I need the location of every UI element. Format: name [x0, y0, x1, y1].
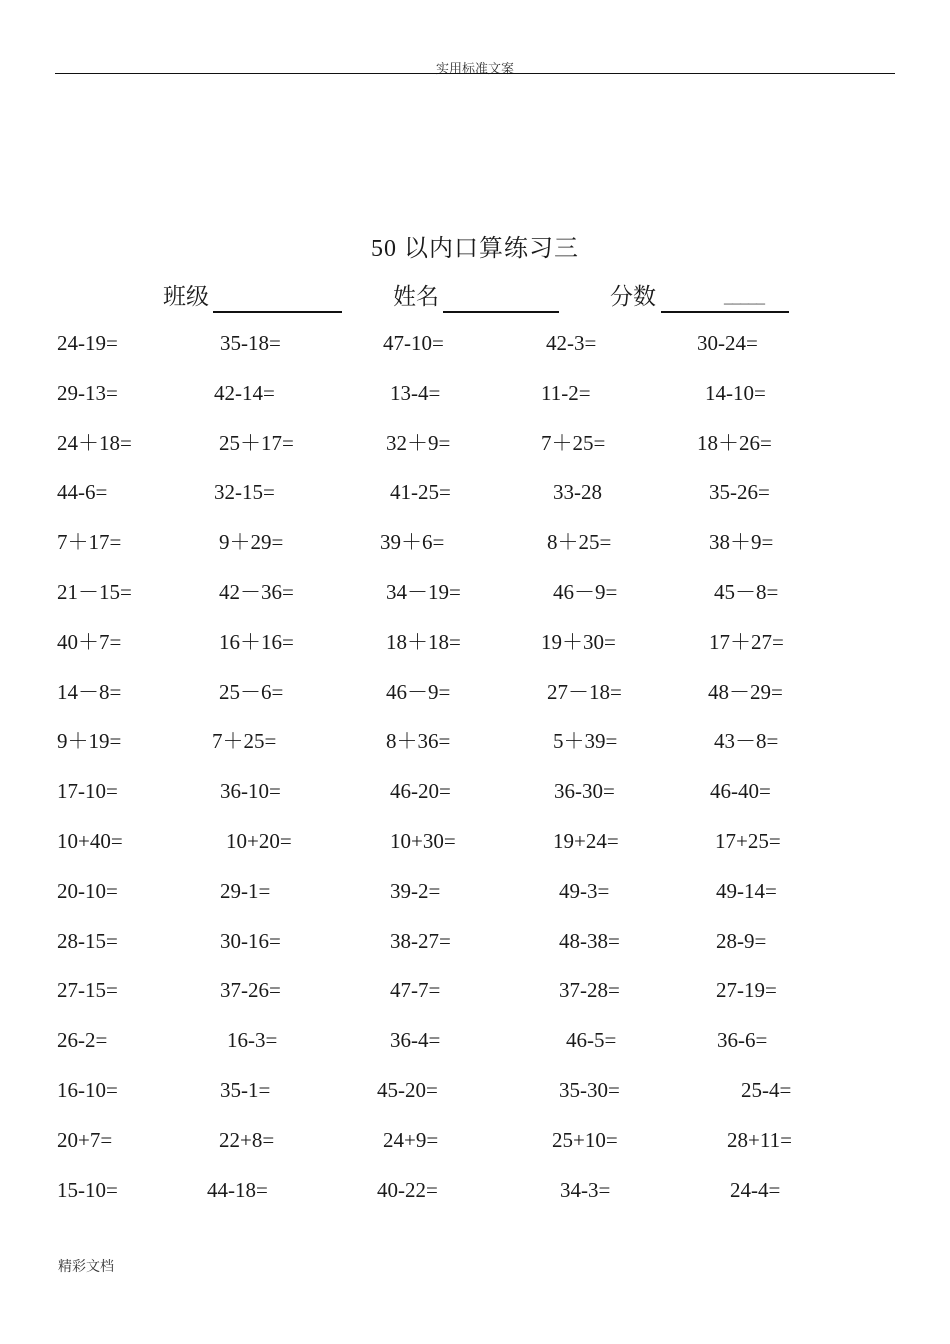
problem-r5-c3: 39＋6=: [380, 530, 445, 554]
problem-r18-c1: 15-10=: [57, 1178, 118, 1202]
problem-r5-c4: 8＋25=: [547, 530, 612, 554]
problem-r13-c2: 30-16=: [220, 929, 281, 953]
problem-r6-c1: 21－15=: [57, 580, 132, 604]
problem-r2-c4: 11-2=: [541, 381, 591, 405]
problem-r15-c1: 26-2=: [57, 1028, 108, 1052]
problem-r14-c5: 27-19=: [716, 978, 777, 1002]
problem-r6-c3: 34－19=: [386, 580, 461, 604]
problem-r5-c5: 38＋9=: [709, 530, 774, 554]
problem-r14-c4: 37-28=: [559, 978, 620, 1002]
problem-r12-c2: 29-1=: [220, 879, 271, 903]
problem-r11-c3: 10+30=: [390, 829, 456, 853]
page-footer-text: 精彩文档: [58, 1260, 114, 1275]
problem-r16-c1: 16-10=: [57, 1078, 118, 1102]
name-blank[interactable]: [443, 311, 559, 313]
problem-r12-c5: 49-14=: [716, 879, 777, 903]
problem-r17-c3: 24+9=: [383, 1128, 439, 1152]
problem-r3-c2: 25＋17=: [219, 431, 294, 455]
score-blank[interactable]: [661, 311, 789, 313]
page-header-text: 实用标准文案: [435, 61, 514, 76]
problem-r3-c3: 32＋9=: [386, 431, 451, 455]
problem-r10-c1: 17-10=: [57, 779, 118, 803]
score-label: 分数: [610, 284, 656, 309]
problem-r10-c3: 46-20=: [390, 779, 451, 803]
problem-r7-c2: 16＋16=: [219, 630, 294, 654]
problem-r6-c2: 42－36=: [219, 580, 294, 604]
problem-r2-c3: 13-4=: [390, 381, 441, 405]
class-blank[interactable]: [213, 311, 342, 313]
problem-r3-c4: 7＋25=: [541, 431, 606, 455]
problem-r11-c1: 10+40=: [57, 829, 123, 853]
problem-r15-c5: 36-6=: [717, 1028, 768, 1052]
problem-r1-c1: 24-19=: [57, 331, 118, 355]
problem-r13-c5: 28-9=: [716, 929, 767, 953]
problem-r2-c2: 42-14=: [214, 381, 275, 405]
problem-r9-c1: 9＋19=: [57, 729, 122, 753]
problem-r1-c5: 30-24=: [697, 331, 758, 355]
problem-r13-c3: 38-27=: [390, 929, 451, 953]
problem-r17-c2: 22+8=: [219, 1128, 275, 1152]
problem-r10-c4: 36-30=: [554, 779, 615, 803]
name-label: 姓名: [393, 284, 439, 309]
problem-r8-c4: 27－18=: [547, 680, 622, 704]
problem-r16-c5: 25-4=: [741, 1078, 792, 1102]
problem-r4-c4: 33-28: [553, 480, 602, 504]
problem-r18-c5: 24-4=: [730, 1178, 781, 1202]
problem-r5-c2: 9＋29=: [219, 530, 284, 554]
problem-r2-c5: 14-10=: [705, 381, 766, 405]
problem-r17-c5: 28+11=: [727, 1128, 792, 1152]
problem-r1-c3: 47-10=: [383, 331, 444, 355]
problem-r15-c3: 36-4=: [390, 1028, 441, 1052]
problem-r11-c4: 19+24=: [553, 829, 619, 853]
problem-r18-c3: 40-22=: [377, 1178, 438, 1202]
problem-r7-c3: 18＋18=: [386, 630, 461, 654]
header-divider: [55, 73, 895, 74]
problem-r16-c3: 45-20=: [377, 1078, 438, 1102]
problem-r16-c4: 35-30=: [559, 1078, 620, 1102]
problem-r6-c4: 46－9=: [553, 580, 618, 604]
problem-r4-c5: 35-26=: [709, 480, 770, 504]
problem-r9-c2: 7＋25=: [212, 729, 277, 753]
problem-r9-c4: 5＋39=: [553, 729, 618, 753]
problem-r7-c1: 40＋7=: [57, 630, 122, 654]
problem-r14-c3: 47-7=: [390, 978, 441, 1002]
problem-r2-c1: 29-13=: [57, 381, 118, 405]
problem-r18-c2: 44-18=: [207, 1178, 268, 1202]
problem-r7-c4: 19＋30=: [541, 630, 616, 654]
problem-r8-c5: 48－29=: [708, 680, 783, 704]
problem-r13-c4: 48-38=: [559, 929, 620, 953]
problem-r4-c1: 44-6=: [57, 480, 108, 504]
problem-r5-c1: 7＋17=: [57, 530, 122, 554]
problem-r4-c3: 41-25=: [390, 480, 451, 504]
problem-r8-c3: 46－9=: [386, 680, 451, 704]
problem-r3-c1: 24＋18=: [57, 431, 132, 455]
problem-r12-c3: 39-2=: [390, 879, 441, 903]
problem-r4-c2: 32-15=: [214, 480, 275, 504]
problem-r7-c5: 17＋27=: [709, 630, 784, 654]
problem-r17-c1: 20+7=: [57, 1128, 113, 1152]
problem-r8-c2: 25－6=: [219, 680, 284, 704]
problem-r11-c2: 10+20=: [226, 829, 292, 853]
problem-r9-c5: 43－8=: [714, 729, 779, 753]
problem-r6-c5: 45－8=: [714, 580, 779, 604]
worksheet-title: 50 以内口算练习三: [371, 236, 579, 262]
class-label: 班级: [163, 284, 209, 309]
problem-r13-c1: 28-15=: [57, 929, 118, 953]
problem-r11-c5: 17+25=: [715, 829, 781, 853]
problem-r14-c1: 27-15=: [57, 978, 118, 1002]
problem-r9-c3: 8＋36=: [386, 729, 451, 753]
problem-r10-c2: 36-10=: [220, 779, 281, 803]
problem-r15-c2: 16-3=: [227, 1028, 278, 1052]
problem-r17-c4: 25+10=: [552, 1128, 618, 1152]
problem-r14-c2: 37-26=: [220, 978, 281, 1002]
problem-r12-c1: 20-10=: [57, 879, 118, 903]
problem-r8-c1: 14－8=: [57, 680, 122, 704]
problem-r12-c4: 49-3=: [559, 879, 610, 903]
score-blank-mark: _____: [724, 286, 764, 306]
problem-r10-c5: 46-40=: [710, 779, 771, 803]
problem-r1-c4: 42-3=: [546, 331, 597, 355]
problem-r15-c4: 46-5=: [566, 1028, 617, 1052]
problem-r1-c2: 35-18=: [220, 331, 281, 355]
problem-r18-c4: 34-3=: [560, 1178, 611, 1202]
problem-r16-c2: 35-1=: [220, 1078, 271, 1102]
problem-r3-c5: 18＋26=: [697, 431, 772, 455]
